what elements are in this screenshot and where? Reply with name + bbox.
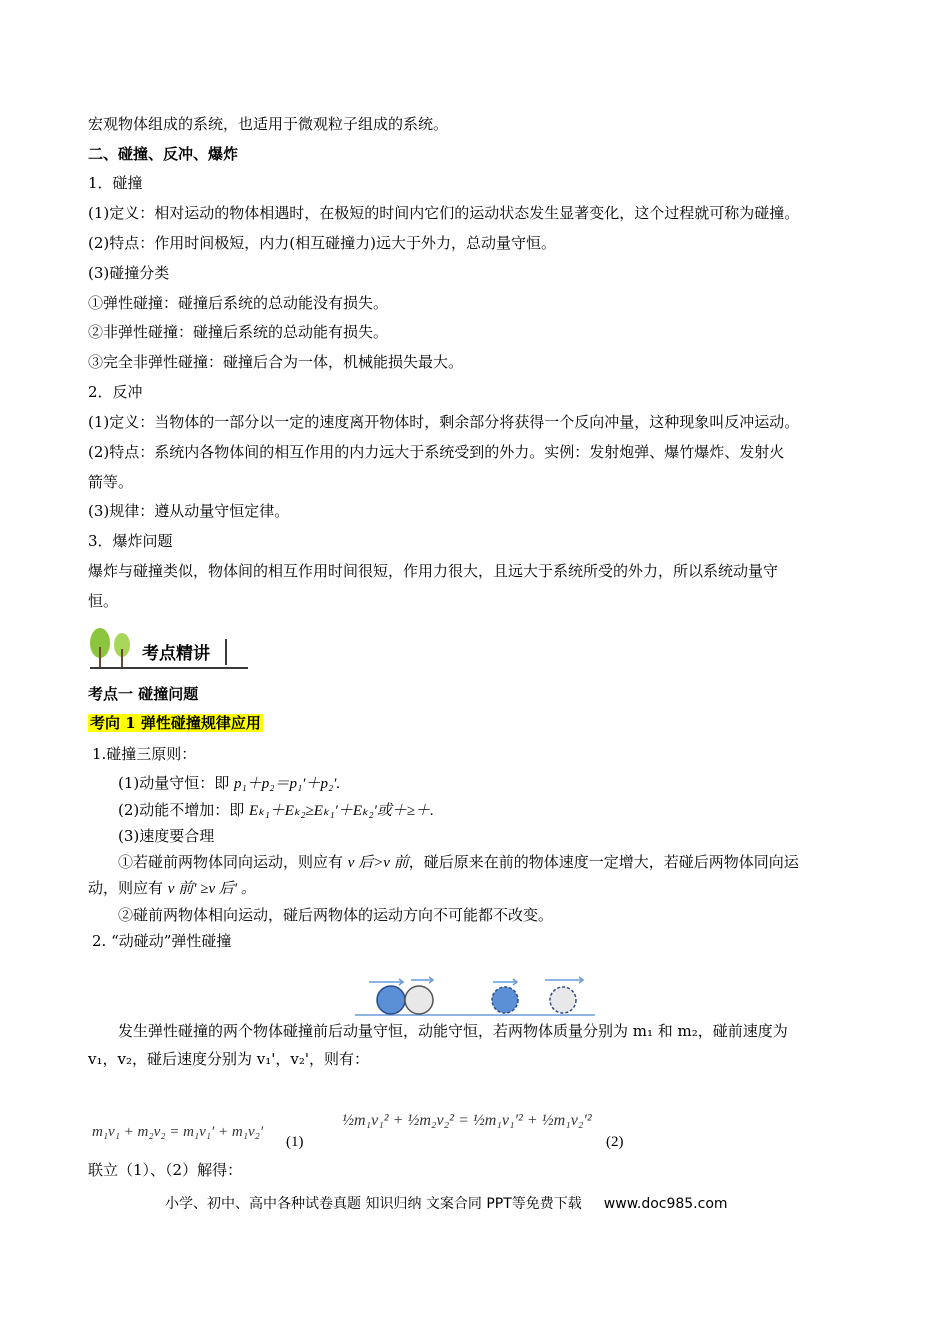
paragraph-line bbox=[118, 800, 434, 821]
paragraph-line: (3)碰撞分类 bbox=[88, 264, 170, 282]
paragraph-line bbox=[118, 773, 340, 794]
paragraph-line: 爆炸与碰撞类似，物体间的相互作用时间很短，作用力很大，且远大于系统所受的外力，所以系统动量守 bbox=[88, 562, 779, 580]
ball-blue bbox=[377, 986, 405, 1014]
paragraph-line: ②碰前两物体相向运动，碰后两物体的运动方向不可能都不改变。 bbox=[118, 906, 554, 924]
paragraph-line bbox=[118, 852, 799, 873]
paragraph-line: ③完全非弹性碰撞：碰撞后合为一体，机械能损失最大。 bbox=[88, 353, 464, 371]
velocity-condition: v 后>v 前 bbox=[347, 855, 409, 871]
rule-text: 动，则应有 bbox=[88, 879, 168, 897]
ball-gray bbox=[405, 986, 433, 1014]
paragraph-line: 恒。 bbox=[88, 592, 119, 610]
formula-momentum: p₁＋p₂＝p₁′＋p₂′. bbox=[234, 776, 341, 792]
paragraph-line: 1.碰撞三原则： bbox=[92, 745, 197, 763]
paragraph-line: 宏观物体组成的系统，也适用于微观粒子组成的系统。 bbox=[88, 115, 449, 133]
paragraph-line: (3)规律：遵从动量守恒定律。 bbox=[88, 502, 290, 520]
highlighted-subheading bbox=[88, 713, 263, 733]
paragraph-line: (1)定义：相对运动的物体相遇时，在极短的时间内它们的运动状态发生显著变化，这个过程就可称为碰撞。 bbox=[88, 204, 800, 222]
banner-title: 考点精讲 bbox=[142, 644, 210, 664]
page-footer bbox=[165, 1193, 728, 1213]
paragraph-line: v₁，v₂，碰后速度分别为 v₁'，v₂'，则有： bbox=[88, 1050, 369, 1068]
section-banner bbox=[86, 625, 248, 671]
highlight-text: 考向 1 弹性碰撞规律应用 bbox=[90, 714, 261, 732]
footer-url[interactable]: www.doc985.com bbox=[603, 1196, 728, 1212]
paragraph-line: ①弹性碰撞：碰撞后系统的总动能没有损失。 bbox=[88, 294, 389, 312]
rule-label: (2)动能不增加：即 bbox=[118, 801, 250, 819]
velocity-arrows bbox=[369, 977, 583, 985]
topic-heading: 考点一 碰撞问题 bbox=[88, 685, 199, 703]
paragraph-line: ②非弹性碰撞：碰撞后系统的总动能有损失。 bbox=[88, 323, 389, 341]
equation-momentum: m₁v₁ + m₂v₂ = m₁v₁′ + m₁v₂′ bbox=[92, 1124, 264, 1140]
paragraph-line: 箭等。 bbox=[88, 473, 134, 491]
paragraph-line: (2)特点：系统内各物体间的相互作用的内力远大于系统受到的外力。实例：发射炮弹、爆竹爆炸、发射火 bbox=[88, 443, 785, 461]
paragraph-line: (3)速度要合理 bbox=[118, 827, 215, 845]
ball-blue-after bbox=[492, 987, 518, 1013]
footer-text: 小学、初中、高中各种试卷真题 知识归纳 文案合同 PPT等免费下载 bbox=[165, 1196, 582, 1212]
paragraph-line: 2. “动碰动”弹性碰撞 bbox=[92, 932, 232, 950]
subsection-heading: 2．反冲 bbox=[88, 383, 143, 401]
subsection-heading: 1．碰撞 bbox=[88, 174, 143, 192]
section-heading: 二、碰撞、反冲、爆炸 bbox=[88, 145, 239, 163]
equation-energy: ½m₁v₁² + ½m₂v₂² = ½m₁v₁′² + ½m₁v₂′² bbox=[342, 1112, 592, 1129]
subsection-heading: 3．爆炸问题 bbox=[88, 532, 173, 550]
collision-diagram bbox=[355, 970, 595, 1020]
formula-energy: Eₖ₁＋Eₖ₂≥Eₖ₁′＋Eₖ₂′或＋≥＋. bbox=[249, 803, 434, 819]
equation-label: (1) bbox=[286, 1134, 304, 1150]
velocity-condition: v 前′ ≥v 后′ 。 bbox=[167, 881, 256, 897]
paragraph-line: 联立（1）、（2）解得： bbox=[88, 1161, 243, 1179]
ball-gray-after bbox=[550, 987, 576, 1013]
rule-text: ①若碰前两物体同向运动，则应有 bbox=[118, 853, 348, 871]
paragraph-line: 发生弹性碰撞的两个物体碰撞前后动量守恒，动能守恒，若两物体质量分别为 m₁ 和 m₂，碰前速度为 bbox=[118, 1022, 788, 1040]
rule-text: ，碰后原来在前的物体速度一定增大，若碰后两物体同向运 bbox=[408, 853, 799, 871]
paragraph-line bbox=[88, 878, 256, 899]
rule-label: (1)动量守恒：即 bbox=[118, 774, 235, 792]
paragraph-line: (2)特点：作用时间极短，内力(相互碰撞力)远大于外力，总动量守恒。 bbox=[88, 234, 556, 252]
equation-label: (2) bbox=[606, 1134, 624, 1150]
paragraph-line: (1)定义：当物体的一部分以一定的速度离开物体时，剩余部分将获得一个反向冲量，这种现象叫反冲运动。 bbox=[88, 413, 800, 431]
